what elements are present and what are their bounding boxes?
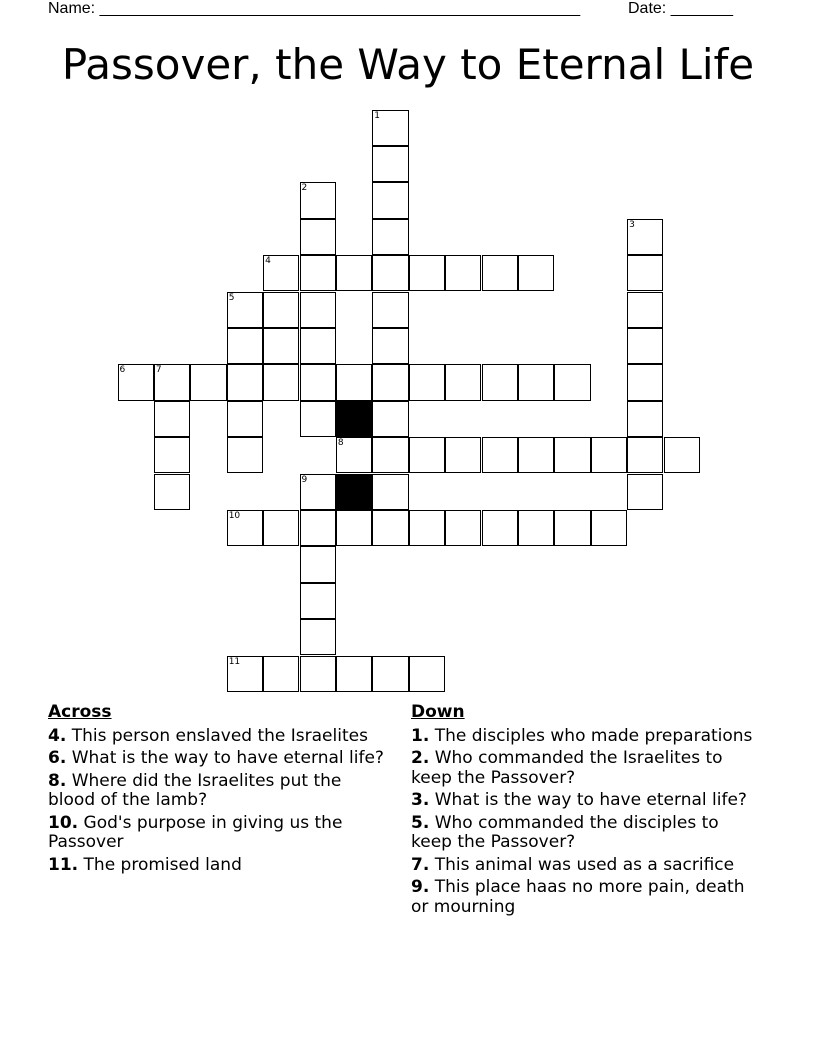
down-clues (411, 703, 761, 920)
crossword-cell[interactable] (336, 364, 372, 400)
crossword-cell[interactable] (482, 510, 518, 546)
clue-number: 8. (48, 770, 67, 791)
cell-number: 11 (228, 656, 241, 667)
crossword-cell[interactable] (190, 364, 226, 400)
clue-text: This animal was used as a sacrifice (434, 854, 735, 875)
cell-number: 9 (301, 474, 308, 485)
crossword-cell[interactable] (372, 219, 408, 255)
crossword-cell[interactable] (482, 364, 518, 400)
crossword-cell[interactable] (409, 656, 445, 692)
crossword-cell[interactable] (445, 255, 481, 291)
crossword-cell[interactable] (627, 437, 663, 473)
crossword-cell[interactable] (554, 437, 590, 473)
crossword-cell[interactable] (263, 328, 299, 364)
crossword-cell[interactable] (372, 364, 408, 400)
crossword-cell[interactable] (227, 364, 263, 400)
crossword-cell[interactable] (263, 292, 299, 328)
crossword-cell[interactable] (591, 510, 627, 546)
crossword-cell[interactable] (482, 255, 518, 291)
clue-text: God's purpose in giving us the Passover (48, 812, 343, 852)
crossword-cell[interactable] (445, 510, 481, 546)
crossword-cell[interactable] (409, 255, 445, 291)
down-clue (411, 878, 761, 917)
crossword-cell[interactable] (372, 328, 408, 364)
crossword-cell[interactable] (372, 510, 408, 546)
clue-number: 2. (411, 748, 430, 768)
crossword-cell[interactable] (300, 619, 336, 655)
clue-text: The disciples who made preparations (434, 725, 753, 746)
crossword-cell[interactable] (372, 110, 408, 146)
cell-number: 7 (155, 365, 162, 376)
crossword-cell[interactable] (482, 437, 518, 473)
crossword-black-cell (336, 401, 372, 437)
crossword-cell[interactable] (154, 364, 190, 400)
crossword-cell[interactable] (518, 255, 554, 291)
clue-text: This person enslaved the Israelites (71, 725, 368, 746)
crossword-cell[interactable] (627, 255, 663, 291)
crossword-cell[interactable] (227, 328, 263, 364)
crossword-cell[interactable] (554, 510, 590, 546)
down-clue (411, 791, 761, 811)
crossword-cell[interactable] (409, 364, 445, 400)
down-clue (411, 749, 761, 788)
clue-text: What is the way to have eternal life? (434, 790, 747, 810)
crossword-cell[interactable] (372, 182, 408, 218)
crossword-cell[interactable] (664, 437, 700, 473)
cell-number: 3 (629, 219, 635, 230)
crossword-cell[interactable] (300, 401, 336, 437)
crossword-cell[interactable] (300, 510, 336, 546)
cell-number: 2 (301, 183, 308, 194)
crossword-cell[interactable] (300, 474, 336, 510)
crossword-cell[interactable] (227, 510, 263, 546)
across-clue (48, 772, 393, 811)
crossword-cell[interactable] (372, 437, 408, 473)
crossword-cell[interactable] (627, 474, 663, 510)
clue-text: The promised land (83, 854, 242, 875)
across-clue (48, 749, 393, 769)
across-clue (48, 814, 393, 853)
clue-number: 3. (411, 790, 430, 810)
crossword-cell[interactable] (154, 474, 190, 510)
crossword-cell[interactable] (627, 219, 663, 255)
cell-number: 5 (228, 292, 235, 303)
crossword-cell[interactable] (627, 292, 663, 328)
down-clue (411, 856, 761, 876)
crossword-cell[interactable] (336, 656, 372, 692)
clue-text: This place haas no more pain, death or mourning (411, 877, 745, 917)
across-clues (48, 703, 393, 878)
down-clue (411, 727, 761, 747)
cell-number: 8 (337, 438, 344, 449)
name-field-label: Name: ______________________________________________________ (48, 0, 581, 17)
crossword-cell[interactable] (518, 364, 554, 400)
crossword-cell[interactable] (336, 255, 372, 291)
crossword-cell[interactable] (627, 328, 663, 364)
clue-number: 1. (411, 725, 430, 746)
cell-number: 1 (374, 110, 381, 121)
clue-number: 11. (48, 854, 79, 875)
cell-number: 10 (228, 510, 241, 521)
clue-text: What is the way to have eternal life? (71, 748, 384, 768)
crossword-cell[interactable] (518, 510, 554, 546)
crossword-cell[interactable] (372, 401, 408, 437)
header-line (48, 0, 748, 20)
crossword-cell[interactable] (554, 364, 590, 400)
clue-number: 9. (411, 877, 430, 897)
crossword-cell[interactable] (300, 656, 336, 692)
date-field-label: Date: _______ (628, 0, 733, 17)
crossword-cell[interactable] (154, 401, 190, 437)
crossword-cell[interactable] (300, 182, 336, 218)
crossword-cell[interactable] (154, 437, 190, 473)
crossword-cell[interactable] (445, 364, 481, 400)
clue-number: 10. (48, 812, 79, 833)
clue-text: Who commanded the Israelites to keep the Passover? (411, 748, 723, 788)
crossword-cell[interactable] (372, 292, 408, 328)
down-clue (411, 814, 761, 853)
clue-number: 5. (411, 812, 430, 833)
crossword-cell[interactable] (300, 292, 336, 328)
crossword-cell[interactable] (409, 510, 445, 546)
crossword-cell[interactable] (336, 510, 372, 546)
across-clue (48, 727, 393, 747)
crossword-cell[interactable] (300, 546, 336, 582)
crossword-cell[interactable] (227, 401, 263, 437)
cell-number: 6 (119, 365, 126, 376)
clue-number: 6. (48, 748, 67, 768)
crossword-black-cell (336, 474, 372, 510)
crossword-cell[interactable] (627, 364, 663, 400)
crossword-cell[interactable] (372, 656, 408, 692)
down-heading: Down (411, 702, 465, 722)
crossword-cell[interactable] (372, 474, 408, 510)
crossword-cell[interactable] (300, 583, 336, 619)
clue-number: 7. (411, 854, 430, 875)
crossword-cell[interactable] (591, 437, 627, 473)
crossword-cell[interactable] (409, 437, 445, 473)
crossword-cell[interactable] (627, 401, 663, 437)
crossword-cell[interactable] (227, 437, 263, 473)
crossword-cell[interactable] (227, 292, 263, 328)
crossword-cell[interactable] (445, 437, 481, 473)
crossword-cell[interactable] (300, 328, 336, 364)
crossword-cell[interactable] (336, 437, 372, 473)
clue-text: Who commanded the disciples to keep the Passover? (411, 812, 719, 852)
page-title: Passover, the Way to Eternal Life (61, 40, 755, 89)
crossword-cell[interactable] (263, 510, 299, 546)
crossword-cell[interactable] (118, 364, 154, 400)
clue-number: 4. (48, 725, 67, 746)
across-heading: Across (48, 702, 112, 722)
crossword-cell[interactable] (300, 219, 336, 255)
crossword-cell[interactable] (263, 656, 299, 692)
clue-text: Where did the Israelites put the blood of the lamb? (48, 770, 342, 810)
crossword-cell[interactable] (263, 364, 299, 400)
cell-number: 4 (265, 256, 271, 267)
crossword-cell[interactable] (300, 364, 336, 400)
crossword-cell[interactable] (300, 255, 336, 291)
across-clue (48, 856, 393, 876)
crossword-cell[interactable] (372, 146, 408, 182)
crossword-cell[interactable] (263, 255, 299, 291)
crossword-cell[interactable] (518, 437, 554, 473)
crossword-cell[interactable] (372, 255, 408, 291)
crossword-cell[interactable] (227, 656, 263, 692)
